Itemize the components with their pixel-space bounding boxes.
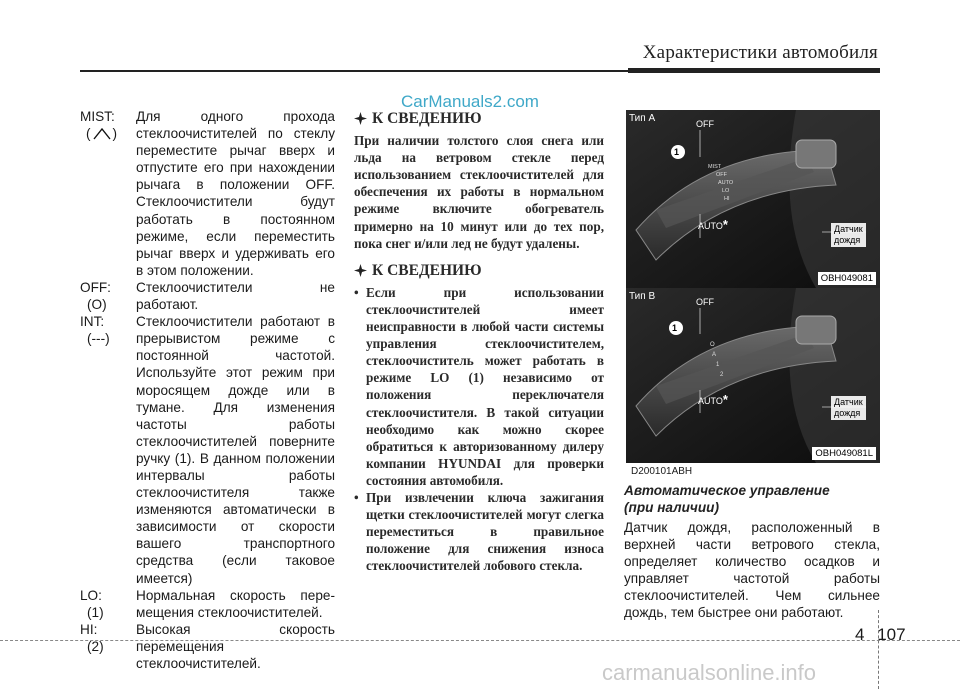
svg-text:OFF: OFF	[716, 172, 727, 178]
mode-lo-term: LO:	[80, 587, 102, 603]
figure-a-auto-callout	[698, 219, 728, 232]
notice-2-bullet-text: При извлечении ключа зажигания щетки стеклоочистителей могут слегка переместиться в правильное положение для снижения износа стеклоочистителей лобового стекла.	[366, 489, 604, 574]
svg-text:O: O	[710, 342, 715, 348]
figure-b-code: OBH049081L	[812, 447, 876, 460]
figure-b-auto-callout	[698, 394, 728, 407]
svg-text:1: 1	[716, 362, 720, 368]
mode-lo	[80, 587, 335, 621]
notice-2-heading	[354, 262, 604, 279]
mode-off-desc: Стеклоочистители не работают.	[136, 279, 335, 313]
mode-hi	[80, 621, 335, 672]
header-title: Характеристики автомобиля	[642, 42, 878, 63]
mode-off	[80, 279, 335, 313]
wiper-stalk-illustration	[626, 110, 880, 288]
mode-lo-desc: Нормальная скорость пере-мещения стеклоочистителей.	[136, 587, 335, 620]
wiper-modes-list	[80, 108, 335, 672]
mist-paren-left: (	[86, 126, 91, 142]
sensor-line: Датчик	[834, 397, 863, 407]
mode-mist-desc: Для одного прохода стеклоочистителей по стеклу переместите рычаг вверх и отпустите его при нахождении рычага в положении OFF. Стеклоочистители будут работать в постоянном режиме, если переместить рычаг вверх и удерживать его в этом положении.	[136, 109, 335, 278]
mode-lo-symbol: (1)	[87, 604, 104, 620]
figure-type-b	[626, 288, 880, 463]
notice-2-bullet	[354, 489, 604, 574]
mode-int	[80, 313, 335, 587]
figure-b-label: Тип B	[629, 291, 656, 302]
mode-mist	[80, 108, 335, 279]
notice-1-text: При наличии толстого слоя снега или льда на ветровом стекле перед использованием стеклоочистителей для обеспечения их работы в нормальном режиме включите обогреватель примерно на 10 минут или до тех пор, пока снег и/или лед не будут удалены.	[354, 133, 604, 251]
figure-a-asterisk: *	[722, 217, 728, 232]
svg-text:2: 2	[720, 372, 724, 378]
watermark-top[interactable]: CarManuals2.com	[401, 92, 539, 111]
notice-1-title: К СВЕДЕНИЮ	[372, 110, 482, 127]
figure-a-code: OBH049081	[818, 272, 876, 285]
header-rule-accent	[628, 68, 880, 73]
figure-b-rain-sensor-label	[831, 396, 866, 420]
mode-int-term: INT:	[80, 314, 105, 330]
svg-text:MIST: MIST	[708, 164, 722, 170]
cross-notice-icon	[354, 112, 367, 125]
svg-text:A: A	[712, 352, 717, 358]
mist-paren-right: )	[112, 126, 118, 142]
figure-a-rain-sensor-label	[831, 223, 866, 247]
svg-text:HI: HI	[724, 196, 730, 202]
auto-control-heading: Автоматическое управление	[624, 483, 830, 498]
page-separator	[878, 610, 880, 689]
figure-a-off-callout: OFF	[696, 119, 714, 129]
mode-off-symbol: (O)	[87, 297, 107, 313]
sensor-line: дождя	[834, 408, 861, 418]
bullet-dot: •	[354, 489, 359, 505]
auto-control-section	[624, 482, 880, 622]
cross-notice-icon	[354, 264, 367, 277]
sensor-line: дождя	[834, 235, 861, 245]
figure-b-marker: 1	[672, 323, 678, 333]
notices-column	[354, 108, 604, 574]
notice-2-bullet-text: Если при использовании стеклоочистителей имеет неисправности в любой части системы управления стеклоочистителем, стеклоочиститель может работать в режиме LO (1) независимо от положения переключателя стеклоочистителя. В такой ситуации необходимо как можно скорее обратиться к авторизованному дилеру компании HYUNDAI для проверки состояния автомобиля.	[366, 284, 604, 488]
notice-2-bullet	[354, 284, 604, 489]
notice-1-heading	[354, 110, 604, 127]
figure-b-asterisk: *	[722, 392, 728, 407]
mode-int-desc: Стеклоочистители работают в прерывистом режиме с постоянной частотой. Используйте этот режим при моросящем дожде или в тумане. Для изменения частоты работы стеклоочистителей поверните ручку (1). В данном положении интервалы работы стеклоочистителя также изменяются автоматически в зависимости от скорости вашего транспортного средства (если таковое имеется)	[136, 314, 335, 586]
mode-off-term: OFF:	[80, 279, 111, 295]
figure-type-a	[626, 110, 880, 288]
svg-text:AUTO: AUTO	[718, 180, 734, 186]
auto-control-subheading: (при наличии)	[624, 500, 719, 515]
mode-hi-term: HI:	[80, 621, 98, 637]
svg-text:LO: LO	[722, 188, 730, 194]
mist-symbol	[80, 125, 117, 142]
figure-a-label: Тип A	[629, 113, 656, 124]
mode-int-symbol: (---)	[87, 331, 110, 347]
page-number-value: 107	[877, 625, 906, 644]
wiper-stalk-illustration	[626, 288, 880, 463]
caret-up-icon	[93, 127, 111, 140]
figure-b-off-callout: OFF	[696, 297, 714, 307]
figure-a-marker: 1	[674, 147, 680, 157]
bullet-dot: •	[354, 284, 359, 300]
auto-control-body: Датчик дождя, расположенный в верхней части ветрового стекла, определяет количество осадков и управляет частотой работы стеклоочистителей. Чем сильнее дождь, тем быстрее они работают.	[624, 520, 880, 621]
section-code: D200101ABH	[631, 466, 693, 477]
page-number	[855, 625, 906, 645]
chapter-number: 4	[855, 625, 865, 644]
mode-mist-term: MIST:	[80, 109, 115, 124]
watermark-bottom[interactable]: carmanualsonline.info	[602, 660, 817, 685]
footer-rule	[0, 640, 960, 641]
sensor-line: Датчик	[834, 224, 863, 234]
figure-a-auto-text: AUTO	[698, 221, 723, 231]
mode-hi-symbol: (2)	[87, 638, 104, 654]
figure-b-auto-text: AUTO	[698, 396, 723, 406]
mode-hi-desc: Высокая скорость перемещения стеклоочистителей.	[136, 621, 335, 671]
notice-2-title: К СВЕДЕНИЮ	[372, 261, 482, 279]
